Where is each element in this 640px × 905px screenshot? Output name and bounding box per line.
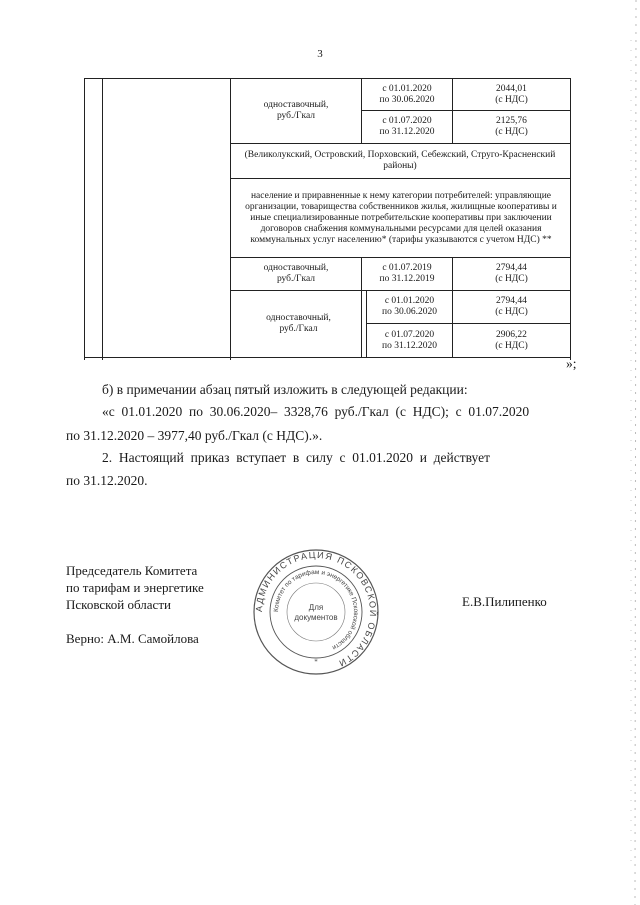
verified-by: Верно: А.М. Самойлова bbox=[66, 631, 199, 646]
seal-center-line2: документов bbox=[294, 613, 338, 622]
tariff-type-cell: одноставочный, руб./Гкал bbox=[266, 313, 331, 334]
signer-name: Е.В.Пилипенко bbox=[462, 594, 547, 609]
period-cell: с 01.07.2019 по 31.12.2019 bbox=[379, 263, 435, 284]
category-header-cell: население и приравненные к нему категории потребителей: управляющие организации, товарищества собственников жилья, жилищные кооперативы и иные специализированные потребительские кооперативы при заключении договоров снабжения коммунальными ресурсами для целей оказания коммунальных услуг населению* (тарифы указываются с учетом НДС) ** bbox=[245, 190, 557, 245]
region-header-cell: (Великолукский, Островский, Порховский, Себежский, Струго-Красненский районы) bbox=[244, 150, 556, 171]
paragraph-effective-line1: 2. Настоящий приказ вступает в силу с 01.01.2020 и действует bbox=[102, 450, 491, 465]
seal-outer-text: АДМИНИСТРАЦИЯ ПСКОВСКОЙ ОБЛАСТИ bbox=[253, 549, 379, 669]
paragraph-effective-line2: по 31.12.2020. bbox=[66, 473, 148, 488]
period-cell: с 01.01.2020 по 30.06.2020 bbox=[379, 83, 435, 105]
paragraph-note-intro: б) в примечании абзац пятый изложить в следующей редакции: bbox=[102, 382, 468, 397]
table-border-right bbox=[570, 78, 571, 360]
paragraph-note-text-line1: «с 01.01.2020 по 30.06.2020– 3328,76 руб./Гкал (с НДС); с 01.07.2020 bbox=[102, 404, 530, 419]
table-row-line bbox=[230, 178, 571, 179]
paragraph-note-text-line2: по 31.12.2020 – 3977,40 руб./Гкал (с НДС).». bbox=[66, 428, 323, 443]
closing-quote: »; bbox=[566, 356, 577, 371]
price-cell: 2794,44 (с НДС) bbox=[495, 263, 528, 284]
tariff-type-cell: одноставочный, руб./Гкал bbox=[263, 100, 329, 121]
seal-graphic bbox=[252, 548, 380, 676]
price-cell: 2906,22 (с НДС) bbox=[495, 329, 528, 351]
seal-inner-text: Комитет по тарифам и энергетике Псковской области bbox=[272, 568, 360, 651]
price-cell: 2044,01 (с НДС) bbox=[495, 83, 528, 105]
signer-position-line3: Псковской области bbox=[66, 597, 171, 612]
tariff-type-cell: одноставочный, руб./Гкал bbox=[263, 263, 329, 284]
table-col-line bbox=[102, 78, 103, 360]
period-cell: с 01.07.2020 по 31.12.2020 bbox=[379, 116, 435, 137]
period-cell: с 01.01.2020 по 30.06.2020 bbox=[382, 296, 437, 317]
official-seal bbox=[252, 548, 380, 676]
period-cell: с 01.07.2020 по 31.12.2020 bbox=[382, 329, 437, 351]
page-number: 3 bbox=[317, 48, 323, 60]
signer-position-line1: Председатель Комитета bbox=[66, 563, 198, 578]
table-border-left bbox=[84, 78, 85, 360]
table-col-line bbox=[230, 78, 231, 360]
table-border-bottom bbox=[84, 357, 571, 358]
signer-position-line2: по тарифам и энергетике bbox=[66, 580, 204, 595]
price-cell: 2125,76 (с НДС) bbox=[495, 116, 528, 137]
price-cell: 2794,44 (с НДС) bbox=[495, 296, 528, 317]
seal-center-line1: Для bbox=[308, 603, 324, 612]
scan-edge-noise bbox=[626, 0, 640, 905]
seal-star-icon: * bbox=[314, 658, 318, 666]
